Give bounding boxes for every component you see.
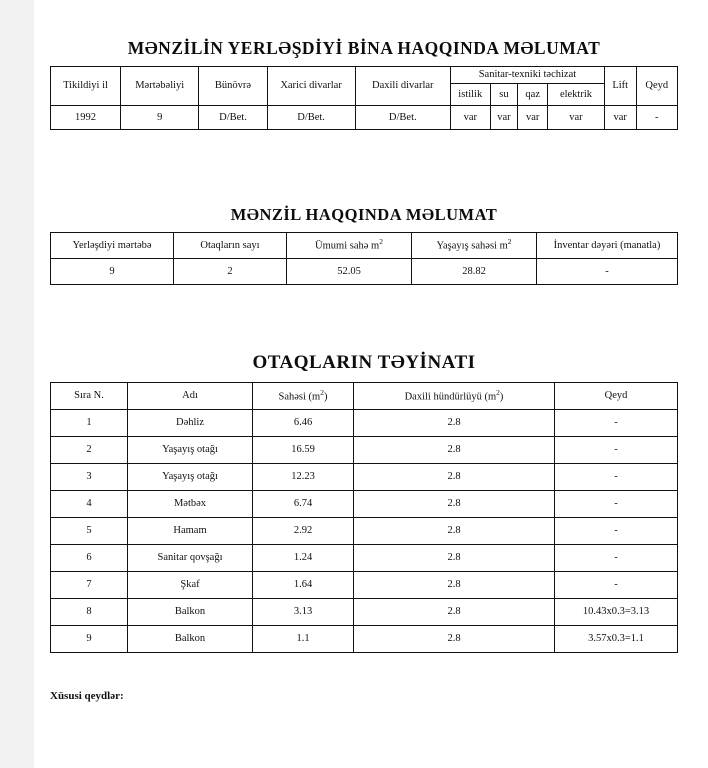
section-rooms-purpose	[50, 352, 678, 653]
table-row	[51, 545, 678, 572]
cell-note: -	[555, 491, 678, 518]
cell-no: 4	[51, 491, 128, 518]
cell-note: -	[555, 545, 678, 572]
cell-note: -	[636, 106, 677, 130]
cell-no: 1	[51, 410, 128, 437]
rooms-table-body	[51, 410, 678, 653]
header-living-area-sup: 2	[507, 237, 512, 247]
cell-height: 2.8	[354, 572, 555, 599]
cell-name: Mətbəx	[128, 491, 253, 518]
cell-no: 8	[51, 599, 128, 626]
table-header-row	[51, 233, 678, 259]
page-left-margin	[0, 0, 34, 768]
header-total-area-sup: 2	[379, 237, 383, 247]
section-building-title: MƏNZİLİN YERLƏŞDİYİ BİNA HAQQINDA MƏLUMAT	[127, 38, 601, 58]
cell-living-area: 28.82	[412, 259, 537, 285]
building-info-table	[50, 66, 678, 130]
header-note: Qeyd	[555, 383, 678, 410]
header-foundation: Bünövrə	[199, 67, 267, 106]
table-row	[51, 410, 678, 437]
header-no: Sıra N.	[51, 383, 128, 410]
cell-exterior-walls: D/Bet.	[267, 106, 355, 130]
cell-area: 6.46	[253, 410, 354, 437]
header-area-text: Sahəsi (m	[278, 391, 321, 403]
cell-note: -	[555, 518, 678, 545]
cell-no: 9	[51, 626, 128, 653]
table-row	[51, 259, 678, 285]
cell-area: 6.74	[253, 491, 354, 518]
section-building-info	[50, 38, 678, 130]
cell-height: 2.8	[354, 545, 555, 572]
header-gas: qaz	[518, 84, 548, 106]
cell-height: 2.8	[354, 464, 555, 491]
cell-area: 12.23	[253, 464, 354, 491]
cell-area: 1.64	[253, 572, 354, 599]
cell-name: Hamam	[128, 518, 253, 545]
cell-height: 2.8	[354, 410, 555, 437]
cell-note: 10.43x0.3=3.13	[555, 599, 678, 626]
header-heating: istilik	[450, 84, 490, 106]
cell-height: 2.8	[354, 437, 555, 464]
cell-water: var	[490, 106, 518, 130]
header-water: su	[490, 84, 518, 106]
cell-lift: var	[604, 106, 636, 130]
table-row	[51, 106, 678, 130]
document-content	[34, 0, 708, 768]
cell-height: 2.8	[354, 626, 555, 653]
section-apartment-info	[50, 205, 678, 285]
cell-rooms: 2	[174, 259, 287, 285]
header-floor: Yerləşdiyi mərtəbə	[51, 233, 174, 259]
table-row	[51, 599, 678, 626]
header-height-sup: 2	[496, 387, 500, 397]
header-name: Adı	[128, 383, 253, 410]
header-living-area	[412, 233, 537, 259]
header-height-close: )	[499, 391, 504, 403]
header-area-sup: 2	[320, 387, 324, 397]
cell-foundation: D/Bet.	[199, 106, 267, 130]
cell-area: 1.1	[253, 626, 354, 653]
header-interior-walls: Daxili divarlar	[355, 67, 450, 106]
cell-no: 5	[51, 518, 128, 545]
cell-inventory-value: -	[537, 259, 678, 285]
table-header-row	[51, 383, 678, 410]
cell-height: 2.8	[354, 491, 555, 518]
header-height	[354, 383, 555, 410]
cell-name: Balkon	[128, 626, 253, 653]
table-row	[51, 437, 678, 464]
table-row	[51, 464, 678, 491]
table-row	[51, 518, 678, 545]
cell-no: 7	[51, 572, 128, 599]
cell-name: Balkon	[128, 599, 253, 626]
header-inventory-value: İnventar dəyəri (manatla)	[537, 233, 678, 259]
header-height-text: Daxili hündürlüyü (m	[404, 391, 497, 403]
cell-heating: var	[450, 106, 490, 130]
cell-no: 6	[51, 545, 128, 572]
table-header-row	[51, 67, 678, 84]
cell-name: Şkaf	[128, 572, 253, 599]
cell-name: Dəhliz	[128, 410, 253, 437]
header-note: Qeyd	[636, 67, 677, 106]
rooms-table	[50, 382, 678, 653]
table-row	[51, 572, 678, 599]
cell-note: -	[555, 572, 678, 599]
cell-height: 2.8	[354, 599, 555, 626]
header-total-area-text: Ümumi sahə m	[315, 240, 380, 252]
cell-note: -	[555, 464, 678, 491]
header-electricity: elektrik	[548, 84, 605, 106]
cell-area: 3.13	[253, 599, 354, 626]
header-total-area	[287, 233, 412, 259]
cell-name: Yaşayış otağı	[128, 464, 253, 491]
cell-area: 16.59	[253, 437, 354, 464]
cell-height: 2.8	[354, 518, 555, 545]
header-living-area-text: Yaşayış sahəsi m	[436, 240, 508, 252]
header-floors: Mərtəbəliyi	[121, 67, 199, 106]
cell-note: -	[555, 437, 678, 464]
cell-gas: var	[518, 106, 548, 130]
header-exterior-walls: Xarici divarlar	[267, 67, 355, 106]
cell-interior-walls: D/Bet.	[355, 106, 450, 130]
cell-floors: 9	[121, 106, 199, 130]
cell-note: 3.57x0.3=1.1	[555, 626, 678, 653]
header-sanitary-group: Sanitar-texniki təchizat	[450, 67, 604, 84]
header-rooms: Otaqların sayı	[174, 233, 287, 259]
cell-year: 1992	[51, 106, 121, 130]
header-area	[253, 383, 354, 410]
cell-name: Yaşayış otağı	[128, 437, 253, 464]
cell-electricity: var	[548, 106, 605, 130]
cell-area: 1.24	[253, 545, 354, 572]
footer-note: Xüsusi qeydlər:	[50, 690, 124, 702]
cell-name: Sanitar qovşağı	[128, 545, 253, 572]
section-apartment-title: MƏNZİL HAQQINDA MƏLUMAT	[230, 205, 498, 224]
cell-floor: 9	[51, 259, 174, 285]
table-row	[51, 491, 678, 518]
cell-note: -	[555, 410, 678, 437]
cell-total-area: 52.05	[287, 259, 412, 285]
apartment-info-table	[50, 232, 678, 285]
cell-area: 2.92	[253, 518, 354, 545]
header-area-close: )	[323, 391, 328, 403]
header-lift: Lift	[604, 67, 636, 106]
table-row	[51, 626, 678, 653]
cell-no: 2	[51, 437, 128, 464]
section-rooms-title: OTAQLARIN TƏYİNATI	[252, 352, 476, 373]
header-year: Tikildiyi il	[51, 67, 121, 106]
cell-no: 3	[51, 464, 128, 491]
